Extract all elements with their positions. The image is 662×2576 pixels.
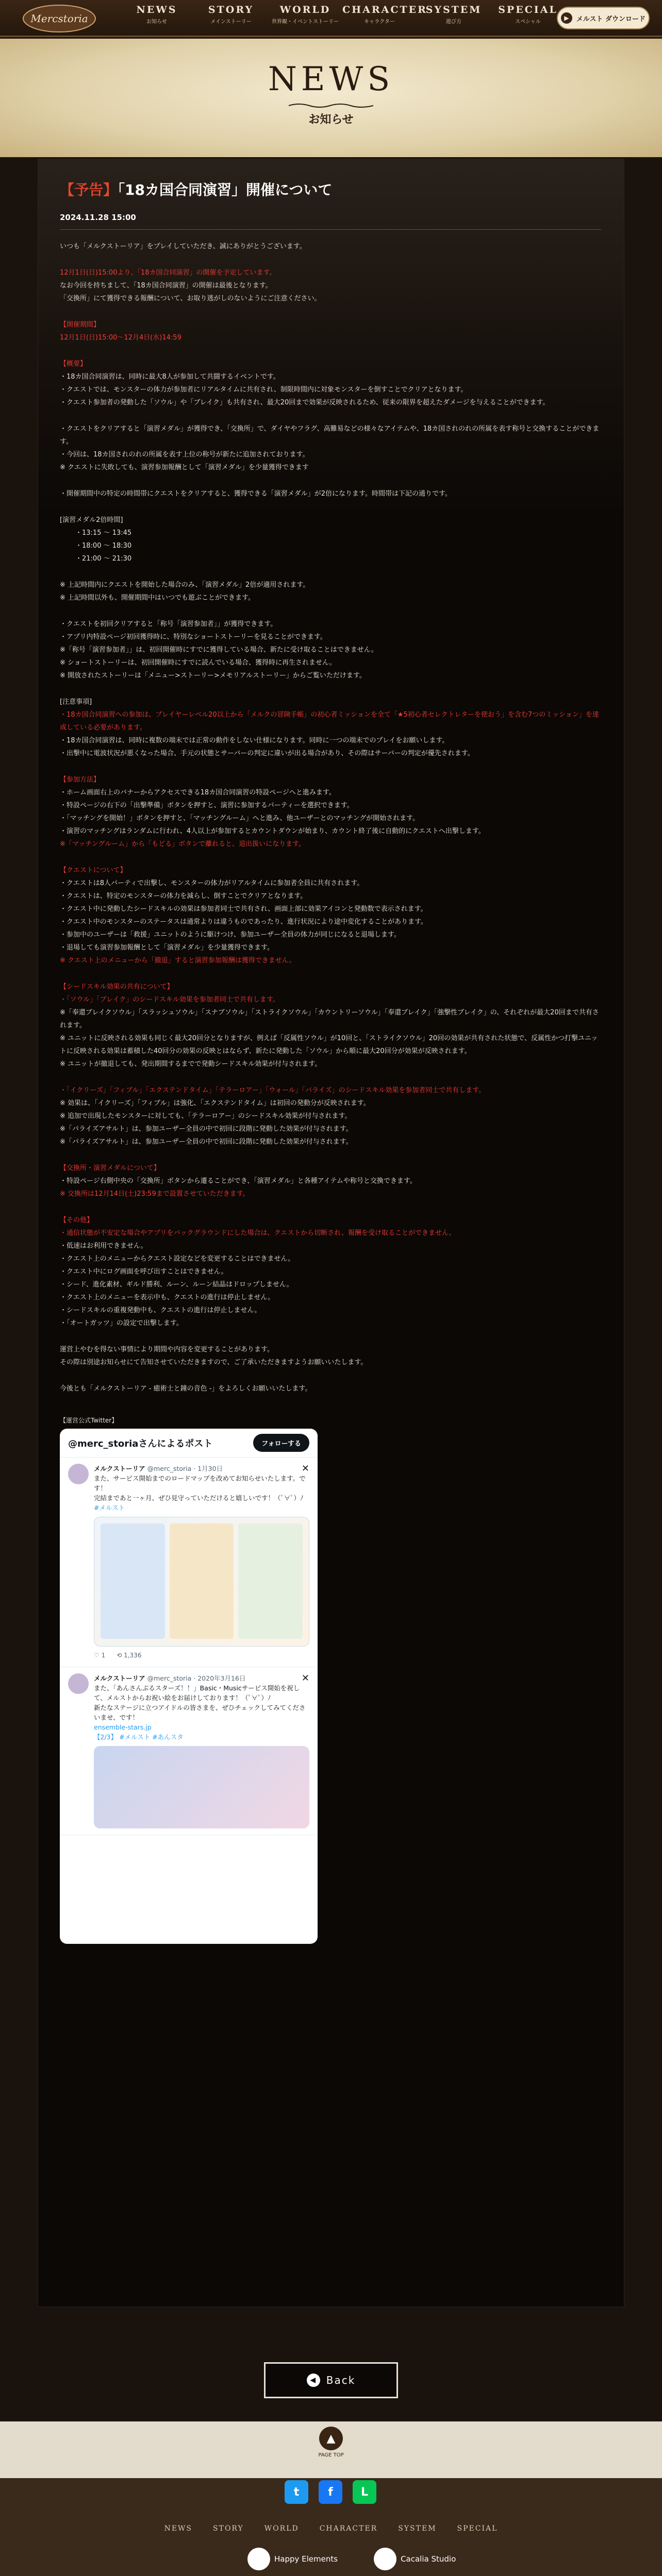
article-section	[60, 1343, 601, 1369]
svg-text:Mercstoria: Mercstoria	[30, 12, 88, 25]
article-line: ・18:00 ～ 18:30	[75, 542, 132, 550]
footer-nav-system[interactable]: SYSTEM	[398, 2524, 437, 2533]
nav-label: WORLD	[279, 4, 331, 15]
article-line: ・「マッチングを開始！」ボタンを押すと、「マッチングルーム」へと進み、他ユーザーとのマッチングが開始されます。	[60, 815, 420, 822]
tweet-image[interactable]	[94, 1746, 309, 1828]
site-header	[0, 0, 662, 37]
article-line: 【交換所・演習メダルについて】	[60, 1164, 160, 1172]
footer-logos	[247, 2548, 456, 2570]
article-section	[60, 514, 601, 565]
global-nav	[120, 4, 565, 25]
twitter-embed-header	[60, 1429, 318, 1458]
article-line: ・シード、進化素材、ギルド勝利、ルーン、ルーン結晶はドロップしません。	[60, 1281, 293, 1289]
article-line: 12月1日(日)15:00～12月4日(水)14:59	[60, 334, 181, 342]
article-section	[60, 864, 601, 967]
article-line: ・クエストを初回クリアすると「称号「演習参加者」」が獲得できます。	[60, 620, 277, 628]
follow-button[interactable]: フォローする	[253, 1434, 309, 1452]
article-line: ※ クエストに失敗しても、演習参加報酬として「演習メダル」を少量獲得できます	[60, 464, 309, 471]
article-line: ※「パライズアサルト」は、参加ユーザー全員の中で初回に段階に発動した効果が付与されます。	[60, 1138, 353, 1146]
footer-nav-story[interactable]: STORY	[213, 2524, 244, 2533]
article-line: ・クエストは、特定のモンスターの体力を減らし、倒すことでクリアとなります。	[60, 892, 307, 900]
article-line: ・クエストをクリアすると「演習メダル」が獲得でき、「交換所」で、ダイヤやフラグ、高難易などの様々なアイテムや、18カ国されのれの所属を表す称号と交換することができます。	[60, 425, 600, 446]
avatar	[68, 1673, 89, 1694]
article-line: ・出撃中に電波状況が悪くなった場合、手元の状態とサーバーの判定に違いが出る場合があり、その際はサーバーの判定が優先されます。	[60, 750, 474, 757]
article-line: 【参加方法】	[60, 776, 101, 784]
page-hero	[0, 39, 662, 157]
nav-sublabel: メインストーリー	[210, 19, 252, 25]
article-line: ・今回は、18カ国されのれの所属を表す上位の称号が新たに追加されております。	[60, 451, 309, 459]
article-line: ・18カ国合同演習への参加は、プレイヤーレベル20以上から「メルクの冒険手帳」の初心者ミッションを全て「★5初心者セレクトレターを使おう」を含む7つのミッション」を達成している必要があります。	[60, 711, 599, 732]
article-line: ・21:00 ～ 21:30	[75, 555, 132, 563]
page-subtitle: お知らせ	[308, 113, 354, 126]
article-line: 「交換所」にて獲得できる報酬について、お取り逃がしのないようにご注意ください。	[60, 295, 321, 302]
article-section	[60, 618, 601, 682]
article-line: ※ ユニットが撤退しても、発出期間するまでで発動シードスキル効果が付与されます。	[60, 1060, 322, 1068]
article-line: ※「称号「演習参加者」」は、初回開催時にすでに獲得している場合、新たに受け取ることはできません。	[60, 646, 378, 654]
nav-item-news[interactable]	[120, 4, 194, 25]
article-line: ※「マッチングルーム」から「もどる」ボタンで離れると、退出扱いになります。	[60, 840, 306, 848]
nav-item-character[interactable]	[342, 4, 427, 25]
article-line: ※ クエスト上のメニューから「撤退」すると演習参加報酬は獲得できません。	[60, 957, 296, 964]
download-label: メルスト ダウンロード	[576, 15, 646, 23]
article-panel	[38, 159, 624, 2307]
game-logo[interactable]	[21, 3, 98, 34]
article-line: ・クエスト中のモンスターのステータスは通常よりは違うものであったり、進行状況により途中変化することがあります。	[60, 918, 427, 926]
tweet-hashtag[interactable]: 【2/3】 #メルスト #あんスタ	[94, 1733, 184, 1741]
title-divider	[60, 229, 601, 230]
nav-sublabel: キャラクター	[364, 19, 395, 25]
article-line: ※ 追加で出現したモンスターに対しても、「テラーロアー」のシードスキル効果が付与されます。	[60, 1112, 352, 1120]
article-line: ・クエスト中にログ画面を呼び出すことはできません。	[60, 1268, 228, 1276]
article-line: ※ ショートストーリーは、初回開催時にすでに読んでいる場合、獲得時に再生されません。	[60, 659, 336, 667]
nav-sublabel: スペシャル	[515, 19, 541, 25]
article-line: ※ 効果は、「イクリーズ」「フィブル」は強化、「エクステンドタイム」は初回の発動分が反映されます。	[60, 1099, 370, 1107]
nav-item-system[interactable]	[417, 4, 491, 25]
article-section	[60, 773, 601, 851]
article-section	[60, 1084, 601, 1148]
nav-label: SYSTEM	[425, 4, 482, 15]
tweet-hashtag[interactable]: #メルスト	[94, 1504, 125, 1512]
page-top-label: PAGE TOP	[318, 2452, 344, 2458]
article-line: 12月1日(日)15:00より、「18カ国合同演習」の開催を予定しています。	[60, 269, 276, 277]
article-title	[60, 180, 601, 200]
article-section	[60, 318, 601, 344]
avatar	[68, 1464, 89, 1484]
nav-item-story[interactable]	[194, 4, 268, 25]
article-line: [注意事項]	[60, 698, 92, 706]
article-content	[60, 180, 601, 1944]
line-icon[interactable]: L	[353, 2480, 376, 2504]
article-line: ・特設ページ右側中央の「交換所」ボタンから遷ることができ、「演習メダル」と各種アイテムや称号と交換できます。	[60, 1177, 417, 1185]
x-logo-icon: ✕	[301, 1463, 309, 1474]
article-line: ・低速はお利用できません。	[60, 1242, 147, 1250]
article-section	[60, 358, 601, 409]
article-line: その際は別途お知らせにて告知させていただきますので、ご了承いただきますようお願いいたします。	[60, 1359, 368, 1366]
like-icon[interactable]: ♡ 1	[94, 1652, 106, 1659]
twitter-icon[interactable]: t	[285, 2480, 308, 2504]
twitter-embed	[60, 1429, 318, 1944]
article-line: ※ 交換所は12月14日(土)23:59まで設置させていただきます。	[60, 1190, 250, 1198]
nav-item-special[interactable]	[491, 4, 565, 25]
article-section	[60, 1214, 601, 1330]
social-links	[285, 2480, 376, 2504]
article-line: ・参加中のユーザーは「救援」ユニットのように駆けつけ、参加ユーザー全員の体力が同じになると退場します。	[60, 931, 401, 939]
repost-icon[interactable]: ⟲ 1,336	[117, 1652, 142, 1659]
tweet-author: メルクストーリア	[94, 1674, 145, 1682]
article-line: ・クエスト上のメニューを表示中も、クエストの進行は停止しません。	[60, 1294, 275, 1301]
article-line: 【開催期間】	[60, 321, 101, 329]
article-line: ・「オートガッツ」の設定で出撃します。	[60, 1319, 183, 1327]
tweet-text: また、サービス開始までのロードマップを改めてお知らせいたします。です！ 完結まであと一ヶ月、ぜひ見守っていただけると嬉しいです！（ﾟ∀ﾟ）ﾉ	[94, 1475, 306, 1502]
article-line: 【概要】	[60, 360, 87, 368]
twitter-embed-title: @merc_storiaさんによるポスト	[68, 1438, 213, 1449]
article-line: ※「奉還ブレイクソウル」「スラッシュソウル」「スナブソウル」「ストライクソウル」「カウントリーソウル」「奉還ブレイク」「強撃性ブレイク」の、それぞれが最大20回まで共有されます。	[60, 1009, 599, 1029]
article-line: ・クエストは8人パーティで出撃し、モンスターの体力がリアルタイムに参加者全員に共有されます。	[60, 879, 364, 887]
article-line: ・クエスト上のメニューからクエスト設定などを変更することはできません。	[60, 1255, 295, 1263]
happy-elements-logo[interactable]: Happy Elements	[247, 2548, 338, 2570]
article-line: ※ 上記時間内にクエストを開始した場合のみ、「演習メダル」2倍が適用されます。	[60, 581, 310, 589]
back-label: Back	[326, 2374, 356, 2386]
article-line: 【シードスキル効果の共有について】	[60, 983, 174, 991]
footer-nav-world[interactable]: WORLD	[264, 2524, 299, 2533]
tweet[interactable]	[60, 1667, 318, 1835]
nav-label: NEWS	[136, 4, 177, 15]
article-line: [演習メダル2倍時間]	[60, 516, 123, 524]
facebook-icon[interactable]: f	[319, 2480, 342, 2504]
article-line: ・クエストでは、モンスターの体力が参加者にリアルタイムに共有され、制限時間内に対象モンスターを倒すことでクリアとなります。	[60, 386, 468, 394]
page-title: NEWS	[268, 60, 394, 98]
article-line: 今後とも「メルクストーリア - 癒術士と鐘の音色 -」をよろしくお願いいたします。	[60, 1385, 312, 1393]
article-section	[60, 1162, 601, 1200]
article-line: ・18カ国合同演習は、同時に最大8人が参加して共闘するイベントです。	[60, 373, 280, 381]
nav-sublabel: 世界観・イベントストーリー	[272, 19, 339, 25]
article-line: ・シードスキルの重複発動中も、クエストの進行は停止しません。	[60, 1307, 261, 1314]
article-line: 【その他】	[60, 1216, 94, 1224]
article-section	[60, 980, 601, 1071]
cacalia-studio-logo[interactable]: Cacalia Studio	[374, 2548, 456, 2570]
article-section	[60, 1382, 601, 1395]
article-line: ・通信状態が不安定な場合やアプリをバックグラウンドにした場合は、クエストから切断され、報酬を受け取ることができません。	[60, 1229, 456, 1237]
chevron-left-icon: ◀	[307, 2374, 320, 2387]
article-line: ・ホーム画面右上のバナーからアクセスできる18カ国合同演習の特設ページへと進みます。	[60, 789, 336, 796]
article-line: ※「パライズアサルト」は、参加ユーザー全員の中で初回に段階に発動した効果が付与されます。	[60, 1125, 353, 1133]
article-title-text: 「18カ国合同演習」開催について	[118, 181, 333, 198]
tweet-image[interactable]	[94, 1517, 309, 1647]
article-line: いつも「メルクストーリア」をプレイしていただき、誠にありがとうございます。	[60, 243, 306, 250]
footer-nav-character[interactable]: CHARACTER	[319, 2524, 378, 2533]
article-line: ・13:15 ～ 13:45	[75, 529, 132, 537]
page-top-button[interactable]	[316, 2427, 346, 2458]
article-line: 運営上やむを得ない事情により期間や内容を変更することがあります。	[60, 1346, 274, 1353]
nav-sublabel: お知らせ	[146, 19, 167, 25]
arrow-up-icon: ▲	[319, 2427, 343, 2450]
article-line: 【クエストについて】	[60, 867, 127, 874]
twitter-label: 【運営公式Twitter】	[60, 1417, 118, 1424]
tweet-author: メルクストーリア	[94, 1465, 145, 1472]
article-line: ・18カ国合同演習は、同時に複数の端末では正常の動作をしない仕様になります。同時に一つの端末でのプレイをお願いします。	[60, 737, 449, 744]
footer-nav-special[interactable]: SPECIAL	[457, 2524, 498, 2533]
article-line: ・クエスト中に発動したシードスキルの効果は参加者同士で共有され、画面上部に効果アイコンと発動数で表示されます。	[60, 905, 427, 913]
download-button[interactable]	[557, 7, 650, 29]
article-line: ・「イクリーズ」「フィブル」「エクステンドタイム」「テラーロアー」「ウォール」「パライズ」のシードスキル効果を参加者同士で共有します。	[60, 1087, 486, 1094]
article-section	[60, 266, 601, 305]
tweet-link[interactable]: ensemble-stars.jp	[94, 1723, 152, 1731]
article-line: ・特設ページの右下の「出撃準備」ボタンを押すと、演習に参加するパーティーを選択できます。	[60, 802, 354, 809]
article-line: ※ 上記時間以外も、開催期間中はいつでも遊ぶことができます。	[60, 594, 255, 602]
article-section	[60, 696, 601, 760]
article-section	[60, 579, 601, 604]
tweet[interactable]	[60, 1458, 318, 1667]
article-line: ・演習のマッチングはランダムに行われ、4人以上が参加するとカウントダウンが始まり、カウント終了後に自動的にクエストへ出撃します。	[60, 827, 485, 835]
tweet-text: また、「あんさんぶるスターズ！！」Basic・Musicサービス開始を祝して、メルストからお祝い絵をお届けしております！（ﾟ∀ﾟ）ﾉ 新たなステージに立つアイドルの皆さまを、ぜひチェックしてみてくださいませ、です！	[94, 1684, 306, 1721]
x-logo-icon: ✕	[301, 1673, 309, 1684]
article-line: ・退場しても演習参加報酬として「演習メダル」を少量獲得できます。	[60, 944, 274, 952]
nav-sublabel: 遊び方	[446, 19, 461, 25]
article-line: なお今回を持ちまして、「18カ国合同演習」の開催は最後となります。	[60, 282, 272, 290]
article-line: ※ ユニットに反映される効果も同じく最大20回分となりますが、例えば「反属性ソウル」が10回と、「ストライクソウル」20回の効果が共有された状態で、反属性かつ打撃ユニットに反映される効果は蓄積した40回分の効果の反映とはならず、新たに発動した「ソウル」から順に最大20回分が効果が反映されます。	[60, 1035, 598, 1055]
tweet-actions	[94, 1651, 309, 1660]
article-section	[60, 240, 601, 253]
tweet-handle: @merc_storia · 1月30日	[147, 1465, 223, 1472]
download-icon: ▶	[561, 12, 572, 24]
nav-label: SPECIAL	[498, 4, 558, 15]
footer-nav-news[interactable]: NEWS	[164, 2524, 193, 2533]
article-line: ・「ソウル」「ブレイク」のシードスキル効果を参加者同士で共有します。	[60, 996, 279, 1004]
article-line: ・開催期間中の特定の時間帯にクエストをクリアすると、獲得できる「演習メダル」が2倍になります。時間帯は下記の通りです。	[60, 490, 452, 498]
article-line: ・クエスト参加者の発動した「ソウル」や「ブレイク」も共有され、最大20回まで効果が反映されるため、従来の限界を超えたダメージを与えることができます。	[60, 399, 550, 406]
article-date: 2024.11.28 15:00	[60, 213, 136, 222]
nav-label: STORY	[208, 4, 254, 15]
nav-item-world[interactable]	[268, 4, 342, 25]
footer-nav	[0, 2524, 662, 2533]
nav-label: CHARACTER	[342, 4, 427, 15]
article-body	[60, 240, 601, 1395]
article-line: ・アプリ内特設ページ初回獲得時に、特別なショートストーリーを見ることができます。	[60, 633, 327, 641]
article-section	[60, 487, 601, 500]
article-line: ※ 開放されたストーリーは「メニュー>ストーリー>メモリアルストーリー」からご覧いただけます。	[60, 672, 366, 680]
back-button[interactable]	[264, 2362, 398, 2398]
tweet-handle: @merc_storia · 2020年3月16日	[147, 1674, 246, 1682]
article-section	[60, 422, 601, 474]
title-ornament	[289, 103, 373, 109]
article-tag: 【予告】	[60, 181, 118, 198]
